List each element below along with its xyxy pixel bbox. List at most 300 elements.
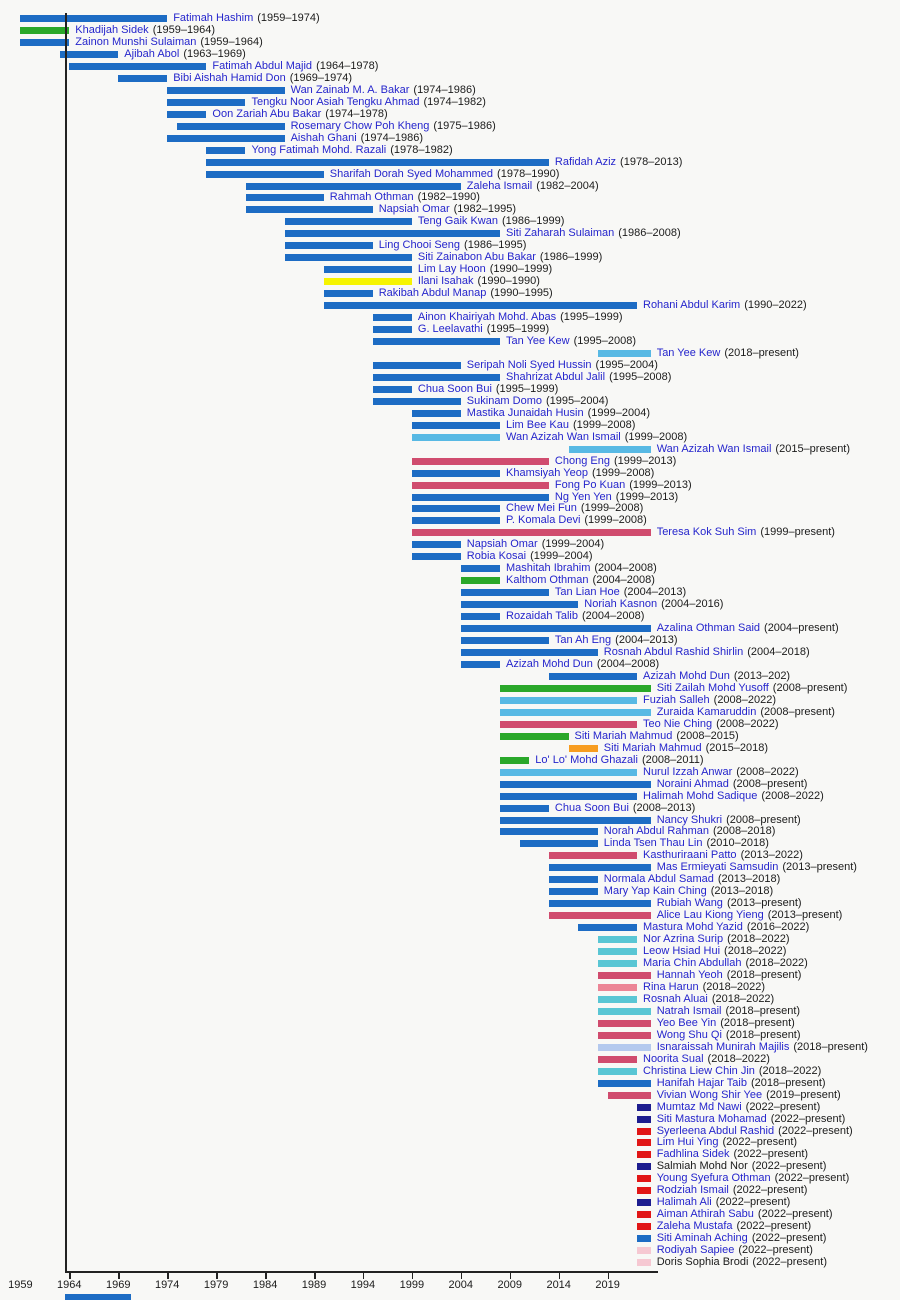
term-years: (1999–present) xyxy=(760,526,835,539)
term-years: (1974–1978) xyxy=(325,107,388,120)
term-bar xyxy=(637,1151,651,1158)
mp-name-link[interactable]: Kalthom Othman xyxy=(506,574,589,587)
mp-name-link[interactable]: Teresa Kok Suh Sim xyxy=(656,526,757,539)
mp-name-link[interactable]: Mashitah Ibrahim xyxy=(506,562,591,575)
term-bar xyxy=(373,398,461,405)
mp-name-link[interactable]: Mas Ermieyati Samsudin xyxy=(656,861,779,874)
term-bar xyxy=(373,314,412,321)
term-bar xyxy=(246,183,461,190)
mp-name-link[interactable]: Young Syefura Othman xyxy=(656,1172,771,1185)
term-bar xyxy=(177,123,285,130)
mp-name-link[interactable]: Hanifah Hajar Taib xyxy=(656,1076,747,1089)
term-bar xyxy=(500,757,529,764)
term-years: (2013–2018) xyxy=(717,873,781,886)
term-bar xyxy=(324,290,373,297)
mp-name-link[interactable]: Zaleha Mustafa xyxy=(656,1220,733,1233)
term-years: (1959–1964) xyxy=(152,24,216,36)
timeline-row-label xyxy=(252,144,453,157)
mp-name-link[interactable]: Siti Zainabon Abu Bakar xyxy=(417,251,536,264)
term-years: (2004–2008) xyxy=(592,574,655,587)
term-bar xyxy=(598,1008,651,1015)
mp-name-link[interactable]: Siti Zaharah Sulaiman xyxy=(506,227,615,240)
term-bar xyxy=(412,505,500,512)
term-bar xyxy=(461,613,500,620)
term-years: (2008–2018) xyxy=(712,825,776,838)
mp-name-link[interactable]: Leow Hsiad Hui xyxy=(643,945,721,957)
mp-name-link[interactable]: Azizah Mohd Dun xyxy=(506,657,593,670)
mp-name-link[interactable]: Mastika Junaidah Husin xyxy=(466,406,584,419)
mp-name-link[interactable]: Shahrizat Abdul Jalil xyxy=(506,370,606,383)
mp-name-link[interactable]: Siti Mastura Mohamad xyxy=(656,1112,767,1125)
term-bar xyxy=(549,876,598,883)
mp-name-link[interactable]: Chong Eng xyxy=(554,454,610,467)
mp-name-link[interactable]: Fatimah Hashim xyxy=(173,12,254,24)
term-bar xyxy=(285,218,412,225)
term-years: (2008–present) xyxy=(760,705,835,718)
mp-name-link[interactable]: Chew Mei Fun xyxy=(506,502,577,515)
term-years: (1990–1999) xyxy=(489,263,553,276)
term-bar xyxy=(412,434,500,441)
term-bar xyxy=(500,769,637,776)
term-bar xyxy=(500,793,637,800)
term-years: (2022–present) xyxy=(752,1256,828,1268)
mp-name-link[interactable]: Halimah Mohd Sadique xyxy=(643,789,758,802)
mp-name-link[interactable]: Napsiah Omar xyxy=(378,203,450,216)
term-years: (1978–1982) xyxy=(390,143,453,156)
mp-name-link[interactable]: Teo Nie Ching xyxy=(643,717,713,730)
mp-name-link[interactable]: Linda Tsen Thau Lin xyxy=(603,837,703,850)
term-years: (2022–present) xyxy=(738,1244,813,1257)
term-bar xyxy=(167,99,245,106)
mp-name-link[interactable]: P. Komala Devi xyxy=(506,514,581,527)
mp-name-link[interactable]: Noraini Ahmad xyxy=(656,777,729,790)
timeline-row-label xyxy=(506,335,636,348)
mp-name-link[interactable]: Noorita Sual xyxy=(643,1052,704,1065)
term-bar xyxy=(598,972,651,979)
mp-name-link[interactable]: Siti Mariah Mahmud xyxy=(603,741,702,754)
mp-name-link[interactable]: Ajibah Abol xyxy=(124,47,180,60)
term-bar xyxy=(500,817,651,824)
mp-name-link[interactable]: Khadijah Sidek xyxy=(75,24,149,36)
term-years: (1995–1999) xyxy=(486,323,550,335)
term-years: (2010–2018) xyxy=(706,837,769,850)
term-years: (2018–2022) xyxy=(707,1052,770,1065)
mp-name-link[interactable]: Vivian Wong Shir Yee xyxy=(656,1088,763,1101)
term-years: (1974–1982) xyxy=(423,95,486,108)
term-bar xyxy=(461,565,500,572)
mp-name-link[interactable]: Rosemary Chow Poh Kheng xyxy=(290,119,430,132)
mp-name-link[interactable]: Nancy Shukri xyxy=(656,813,723,826)
mp-name-link[interactable]: Bibi Aishah Hamid Don xyxy=(173,71,286,84)
term-bar xyxy=(412,529,651,536)
timeline-row-label xyxy=(506,227,681,240)
term-bar xyxy=(637,1163,651,1170)
mp-name-link[interactable]: Aishah Ghani xyxy=(290,131,357,144)
term-years: (2004–2016) xyxy=(661,598,724,611)
term-years: (2016–2022) xyxy=(746,921,810,934)
mp-name-link[interactable]: Fatimah Abdul Majid xyxy=(212,59,313,72)
term-bar xyxy=(608,1092,651,1099)
mp-name: Salmiah Mohd Nor xyxy=(656,1160,748,1173)
term-bar xyxy=(637,1199,651,1206)
term-bar xyxy=(500,805,549,812)
term-years: (2018–present) xyxy=(793,1040,868,1053)
timeline-row-label xyxy=(467,180,599,193)
mp-name-link[interactable]: Fadhlina Sidek xyxy=(656,1148,730,1161)
term-years: (2004–2008) xyxy=(581,610,645,623)
term-years: (2022–present) xyxy=(757,1208,833,1221)
mp-name-link[interactable]: Tan Ah Eng xyxy=(554,634,612,646)
term-years: (2013–202) xyxy=(733,669,791,682)
term-years: (2022–present) xyxy=(751,1232,827,1245)
mp-name-link[interactable]: Nurul Izzah Anwar xyxy=(643,765,733,778)
mp-name-link[interactable]: Azizah Mohd Dun xyxy=(643,669,730,682)
timeline-row-label xyxy=(506,514,647,527)
term-years: (2008–2015) xyxy=(676,729,739,742)
mp-name-link[interactable]: Lim Lay Hoon xyxy=(417,263,486,276)
term-bar xyxy=(549,864,651,871)
mp-name-link[interactable]: Wan Zainab M. A. Bakar xyxy=(290,83,410,96)
term-bar xyxy=(373,386,412,393)
term-years: (2008–2011) xyxy=(641,753,704,766)
mp-name-link[interactable]: Mastura Mohd Yazid xyxy=(643,921,743,934)
mp-name-link[interactable]: Ilani Isahak xyxy=(417,275,474,288)
axis-tick-label: 1999 xyxy=(399,1279,425,1291)
mp-name-link[interactable]: Syerleena Abdul Rashid xyxy=(656,1124,775,1137)
term-years: (2013–present) xyxy=(782,861,857,874)
term-years: (2008–2022) xyxy=(761,789,824,802)
term-years: (1969–1974) xyxy=(289,71,353,84)
term-years: (1986–1999) xyxy=(539,251,603,264)
term-bar xyxy=(549,673,637,680)
mp-name-link[interactable]: Siti Aminah Aching xyxy=(656,1232,748,1245)
mp-name-link[interactable]: Zaleha Ismail xyxy=(466,179,533,192)
term-years: (1999–2008) xyxy=(580,502,644,515)
axis-tick-label: 1984 xyxy=(252,1279,278,1291)
term-years: (2015–present) xyxy=(775,442,851,455)
term-bar xyxy=(167,111,206,118)
term-bar xyxy=(461,601,578,608)
mp-name-link[interactable]: Rina Harun xyxy=(643,980,699,993)
mp-name-link[interactable]: G. Leelavathi xyxy=(417,323,483,335)
term-bar xyxy=(412,494,549,501)
term-years: (2004–2013) xyxy=(623,586,687,599)
term-years: (1964–1978) xyxy=(316,59,379,72)
term-bar xyxy=(461,637,549,644)
cutoff-bar-fragment xyxy=(65,1294,131,1300)
term-years: (2004–present) xyxy=(764,622,839,635)
term-years: (1999–2013) xyxy=(615,490,679,503)
axis-tick-label: 2004 xyxy=(448,1279,474,1291)
mp-name-link[interactable]: Christina Liew Chin Jin xyxy=(643,1064,755,1077)
term-bar xyxy=(20,15,167,22)
term-years: (1963–1969) xyxy=(183,47,246,60)
mp-name-link[interactable]: Seripah Noli Syed Hussin xyxy=(466,358,592,371)
term-bar xyxy=(598,960,637,967)
mp-name-link[interactable]: Wan Azizah Wan Ismail xyxy=(506,430,621,443)
term-years: (2008–2022) xyxy=(736,765,799,778)
term-years: (2022–present) xyxy=(745,1100,821,1113)
term-bar xyxy=(412,470,500,477)
term-years: (2019–present) xyxy=(766,1088,841,1101)
milestone-line xyxy=(65,13,67,1273)
term-bar xyxy=(206,171,323,178)
term-bar xyxy=(412,410,461,417)
term-bar xyxy=(598,1080,651,1087)
mp-name-link[interactable]: Zainon Munshi Sulaiman xyxy=(75,35,197,48)
term-bar xyxy=(569,745,598,752)
mp-name-link[interactable]: Rosnah Abdul Rashid Shirlin xyxy=(603,646,744,658)
term-bar xyxy=(412,422,500,429)
mp-name-link[interactable]: Kasthuriraani Patto xyxy=(643,849,737,862)
term-bar xyxy=(206,147,245,154)
term-years: (2008–2022) xyxy=(716,717,779,730)
axis-tick-label: 2019 xyxy=(595,1279,620,1291)
term-bar xyxy=(500,709,651,716)
term-bar xyxy=(637,1211,651,1218)
term-years: (1982–1995) xyxy=(453,203,516,216)
mp-name-link[interactable]: Siti Zailah Mohd Yusoff xyxy=(656,681,769,694)
term-years: (2008–2022) xyxy=(713,693,777,706)
term-years: (2004–2008) xyxy=(596,657,660,670)
term-bar xyxy=(549,900,651,907)
term-bar xyxy=(412,541,461,548)
term-bar xyxy=(461,625,651,632)
term-years: (2022–present) xyxy=(736,1220,812,1233)
mp-name-link[interactable]: Rafidah Aziz xyxy=(554,155,617,168)
mp-name-link[interactable]: Zuraida Kamaruddin xyxy=(656,705,757,718)
mp-name-link[interactable]: Ling Chooi Seng xyxy=(378,239,461,252)
term-years: (1999–2004) xyxy=(541,538,605,551)
timeline-row-label xyxy=(657,443,850,456)
mp-name-link[interactable]: Fuziah Salleh xyxy=(643,693,710,706)
term-years: (1999–2004) xyxy=(587,406,650,419)
term-bar xyxy=(598,350,651,357)
mp-name-link[interactable]: Maria Chin Abdullah xyxy=(643,957,742,969)
mp-name-link[interactable]: Yong Fatimah Mohd. Razali xyxy=(251,143,387,156)
term-bar xyxy=(637,1104,651,1111)
timeline-row-label xyxy=(506,658,659,671)
timeline-row-label xyxy=(379,287,553,300)
term-years: (2008–present) xyxy=(726,813,801,826)
term-years: (2008–present) xyxy=(772,681,848,694)
axis-tick-label: 1989 xyxy=(301,1279,327,1291)
mp-name-link[interactable]: Halimah Ali xyxy=(656,1196,712,1209)
term-years: (1990–1990) xyxy=(477,275,540,288)
term-bar xyxy=(549,912,651,919)
term-bar xyxy=(598,1020,651,1027)
mp-name-link[interactable]: Oon Zariah Abu Bakar xyxy=(212,107,322,120)
term-bar xyxy=(500,697,637,704)
mp-name-link[interactable]: Rodziah Ismail xyxy=(656,1184,729,1197)
term-bar xyxy=(324,278,412,285)
term-bar xyxy=(637,1223,651,1230)
term-years: (1990–2022) xyxy=(744,299,807,312)
mp-name-link[interactable]: Rubiah Wang xyxy=(656,897,723,910)
term-bar xyxy=(637,1259,651,1266)
term-years: (2008–2013) xyxy=(632,801,696,814)
term-bar xyxy=(461,589,549,596)
term-years: (2013–present) xyxy=(726,897,802,910)
term-bar xyxy=(118,75,167,82)
term-bar xyxy=(373,326,412,333)
term-years: (2004–2013) xyxy=(615,634,678,646)
term-bar xyxy=(500,828,598,835)
mp-name-link[interactable]: Khamsiyah Yeop xyxy=(506,466,588,479)
term-bar xyxy=(637,1116,651,1123)
term-years: (2018–2022) xyxy=(724,945,787,957)
term-bar xyxy=(324,302,637,309)
axis-tick-label: 1964 xyxy=(57,1279,82,1291)
term-bar xyxy=(637,1235,651,1242)
mp-name-link[interactable]: Robia Kosai xyxy=(466,550,527,563)
term-bar xyxy=(167,135,284,142)
term-years: (1959–1974) xyxy=(257,12,320,24)
term-bar xyxy=(412,517,500,524)
term-years: (2004–2008) xyxy=(594,562,657,575)
term-years: (2022–present) xyxy=(722,1136,798,1149)
term-years: (2022–present) xyxy=(733,1148,809,1161)
mp-name-link[interactable]: Ainon Khairiyah Mohd. Abas xyxy=(417,311,557,324)
term-years: (2022–present) xyxy=(715,1196,791,1209)
term-bar xyxy=(461,649,598,656)
mp-name-link[interactable]: Siti Mariah Mahmud xyxy=(574,729,673,742)
term-years: (2022–present) xyxy=(770,1112,846,1125)
term-bar xyxy=(578,924,637,931)
axis-tick-label: 1959 xyxy=(8,1279,33,1291)
mp-name-link[interactable]: Tan Yee Kew xyxy=(506,335,570,347)
term-bar xyxy=(206,159,549,166)
mp-name-link[interactable]: Aiman Athirah Sabu xyxy=(656,1208,754,1221)
term-years: (1974–1986) xyxy=(413,83,476,96)
mp-name-link[interactable]: Tan Yee Kew xyxy=(656,346,721,359)
term-years: (1995–2008) xyxy=(609,370,672,383)
term-years: (2018–2022) xyxy=(745,957,808,969)
mp-name-link[interactable]: Norah Abdul Rahman xyxy=(603,825,709,838)
term-bar xyxy=(500,685,651,692)
axis-tick-label: 1974 xyxy=(154,1279,180,1291)
term-bar xyxy=(412,553,461,560)
term-years: (2008–present) xyxy=(732,777,808,790)
mp-name-link[interactable]: Rohani Abdul Karim xyxy=(643,299,741,312)
term-years: (1999–2008) xyxy=(572,418,636,431)
mp-name-link[interactable]: Tan Lian Hoe xyxy=(554,586,620,599)
mp-name-link[interactable]: Rodiyah Sapiee xyxy=(656,1244,735,1257)
mp-name-link[interactable]: Rozaidah Talib xyxy=(506,610,578,623)
timeline-row-label xyxy=(657,526,835,539)
term-years: (1959–1964) xyxy=(200,35,263,48)
mp-name-link[interactable]: Alice Lau Kiong Yieng xyxy=(656,909,764,922)
term-bar xyxy=(598,936,637,943)
mp-name-link[interactable]: Nor Azrina Surip xyxy=(643,933,724,946)
term-years: (1978–2013) xyxy=(620,155,683,168)
mp-name-link[interactable]: Teng Gaik Kwan xyxy=(417,215,498,228)
term-years: (1986–1999) xyxy=(502,215,565,228)
term-years: (2018–present) xyxy=(724,346,799,359)
term-bar xyxy=(500,781,651,788)
term-years: (1995–2004) xyxy=(595,358,658,371)
mp-name-link[interactable]: Yeo Bee Yin xyxy=(656,1016,717,1029)
mp-name-link[interactable]: Napsiah Omar xyxy=(466,538,538,551)
mp-name-link[interactable]: Lim Hui Ying xyxy=(656,1136,719,1149)
term-years: (1975–1986) xyxy=(433,119,496,132)
timeline-row-label xyxy=(657,622,839,635)
term-bar xyxy=(500,733,569,740)
term-years: (1982–1990) xyxy=(417,191,480,204)
mp-name-link[interactable]: Wan Azizah Wan Ismail xyxy=(656,442,772,455)
term-years: (1999–2013) xyxy=(613,454,677,467)
term-years: (1995–2004) xyxy=(546,394,609,407)
mp-name-link[interactable]: Noriah Kasnon xyxy=(584,598,658,611)
mp-name-link[interactable]: Natrah Ismail xyxy=(656,1004,722,1017)
term-years: (2018–present) xyxy=(725,1004,801,1017)
axis-tick-label: 2014 xyxy=(546,1279,571,1291)
term-years: (2004–2018) xyxy=(747,646,810,658)
mp-name-link[interactable]: Tengku Noor Asiah Tengku Ahmad xyxy=(251,95,420,108)
mp-name-link[interactable]: Rosnah Aluai xyxy=(643,992,708,1005)
term-years: (1974–1986) xyxy=(360,131,424,144)
term-bar xyxy=(324,266,412,273)
term-bar xyxy=(20,27,69,34)
mp-name-link[interactable]: Lo' Lo' Mohd Ghazali xyxy=(535,753,638,766)
term-years: (2018–present) xyxy=(720,1016,795,1029)
mp-name-link[interactable]: Sukinam Domo xyxy=(466,394,542,407)
term-years: (1995–2008) xyxy=(573,335,637,347)
term-bar xyxy=(598,1032,651,1039)
term-bar xyxy=(549,852,637,859)
mp-name-link[interactable]: Normala Abdul Samad xyxy=(603,873,714,886)
timeline-row-label xyxy=(506,610,644,623)
term-years: (1999–2013) xyxy=(629,478,692,491)
mp-name-link[interactable]: Isnaraissah Munirah Majilis xyxy=(656,1040,790,1053)
mp-name-link[interactable]: Rakibah Abdul Manap xyxy=(378,287,487,300)
mp-name-link[interactable]: Azalina Othman Said xyxy=(656,622,761,635)
mp-name-link[interactable]: Mumtaz Md Nawi xyxy=(656,1100,742,1113)
mp-name-link[interactable]: Hannah Yeoh xyxy=(656,969,723,981)
term-bar xyxy=(20,39,69,46)
term-years: (2015–2018) xyxy=(705,741,769,754)
timeline-row-label xyxy=(657,347,799,360)
term-bar xyxy=(373,374,500,381)
term-bar xyxy=(637,1128,651,1135)
mp-name-link[interactable]: Ng Yen Yen xyxy=(554,490,612,503)
term-bar xyxy=(520,840,598,847)
mp-name-link[interactable]: Mary Yap Kain Ching xyxy=(603,885,707,898)
term-bar xyxy=(598,1068,637,1075)
term-years: (1995–1999) xyxy=(560,311,623,324)
mp-name-link[interactable]: Rahmah Othman xyxy=(329,191,414,204)
mp-name-link[interactable]: Fong Po Kuan xyxy=(554,478,626,491)
term-years: (2018–present) xyxy=(726,969,802,981)
term-bar xyxy=(637,1175,651,1182)
term-years: (2018–present) xyxy=(750,1076,826,1089)
term-years: (2013–2018) xyxy=(710,885,774,898)
mp-name-link[interactable]: Sharifah Dorah Syed Mohammed xyxy=(329,167,494,180)
mp-name-link[interactable]: Chua Soon Bui xyxy=(417,382,492,395)
term-years: (2022–present) xyxy=(751,1160,827,1173)
mp-name-link[interactable]: Wong Shu Qi xyxy=(656,1028,722,1041)
mp-name-link[interactable]: Chua Soon Bui xyxy=(554,801,629,814)
timeline-row-label xyxy=(555,156,683,169)
timeline-row-label xyxy=(657,1256,827,1269)
term-bar xyxy=(373,338,500,345)
term-bar xyxy=(285,230,500,237)
term-years: (2022–present) xyxy=(778,1124,853,1137)
term-years: (2018–2022) xyxy=(702,980,766,993)
term-years: (2018–2022) xyxy=(711,992,775,1005)
mp-name-link[interactable]: Lim Bee Kau xyxy=(506,418,569,431)
axis-tick-label: 2009 xyxy=(497,1279,523,1291)
